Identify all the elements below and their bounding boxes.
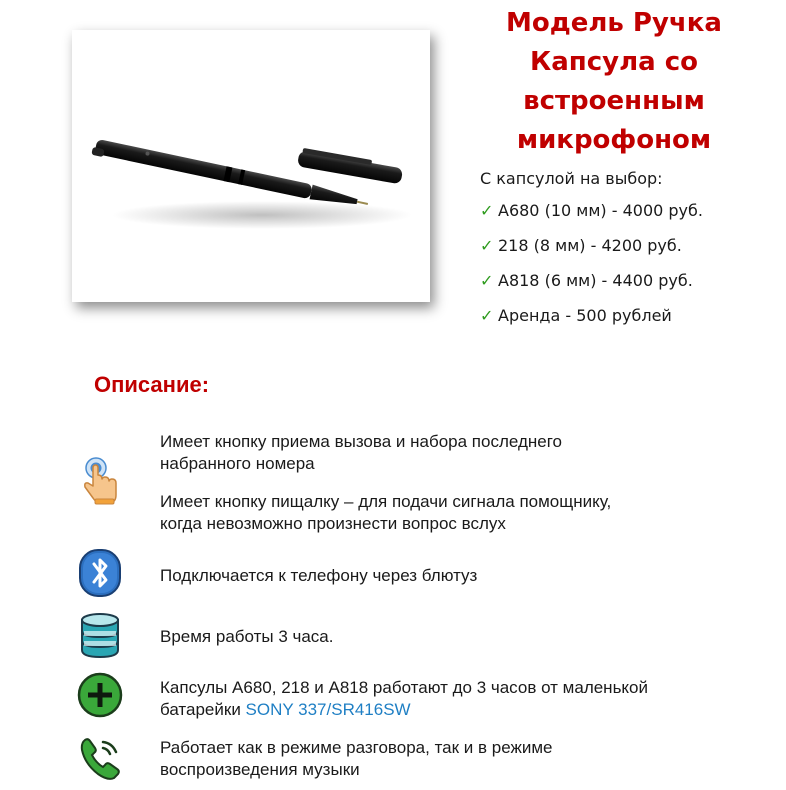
options-heading: С капсулой на выбор:	[480, 169, 663, 188]
feature-beeper-button	[160, 491, 760, 535]
feature-bluetooth	[160, 565, 760, 587]
check-icon: ✓	[480, 271, 494, 290]
feature-line: воспроизведения музыки	[160, 760, 360, 779]
option-item	[480, 235, 780, 270]
option-text: А818 (6 мм) - 4400 руб.	[498, 271, 693, 290]
feature-line: Время работы 3 часа.	[160, 627, 334, 646]
option-text: 218 (8 мм) - 4200 руб.	[498, 236, 682, 255]
feature-modes	[160, 737, 760, 781]
battery-model-link[interactable]: SONY 337/SR416SW	[245, 700, 411, 719]
title-line: встроенным	[523, 86, 705, 116]
touch-icon	[76, 456, 124, 506]
option-item	[480, 305, 780, 340]
option-text: А680 (10 мм) - 4000 руб.	[498, 201, 703, 220]
check-icon: ✓	[480, 306, 494, 325]
option-text: Аренда - 500 рублей	[498, 306, 672, 325]
battery-prefix: батарейки	[160, 700, 246, 719]
database-icon	[76, 610, 124, 660]
feature-capsules	[160, 677, 760, 721]
feature-call-button	[160, 431, 760, 475]
title-line: Капсула со	[529, 47, 699, 77]
feature-line: Подключается к телефону через блютуз	[160, 566, 478, 585]
capsule-options	[480, 168, 780, 340]
description-heading: Описание:	[94, 372, 210, 397]
title-line: микрофоном	[516, 125, 712, 155]
feature-line	[160, 699, 760, 721]
title-line: Модель Ручка	[506, 8, 722, 38]
phone-icon	[76, 734, 124, 784]
check-icon: ✓	[480, 236, 494, 255]
option-item	[480, 270, 780, 305]
feature-line: Имеет кнопку пищалку – для подачи сигнала помощнику,	[160, 492, 612, 511]
feature-line: Имеет кнопку приема вызова и набора последнего	[160, 432, 562, 451]
product-photo	[72, 30, 430, 302]
feature-battery-time	[160, 626, 760, 648]
feature-line: набранного номера	[160, 454, 315, 473]
option-item	[480, 200, 780, 235]
feature-line: Работает как в режиме разговора, так и в режиме	[160, 738, 553, 757]
product-title	[470, 4, 758, 160]
pen-illustration	[72, 30, 430, 302]
check-icon: ✓	[480, 201, 494, 220]
bluetooth-icon	[76, 548, 124, 598]
feature-line: когда невозможно произнести вопрос вслух	[160, 514, 506, 533]
plus-icon	[76, 670, 124, 720]
feature-line: Капсулы А680, 218 и А818 работают до 3 часов от маленькой	[160, 678, 649, 697]
